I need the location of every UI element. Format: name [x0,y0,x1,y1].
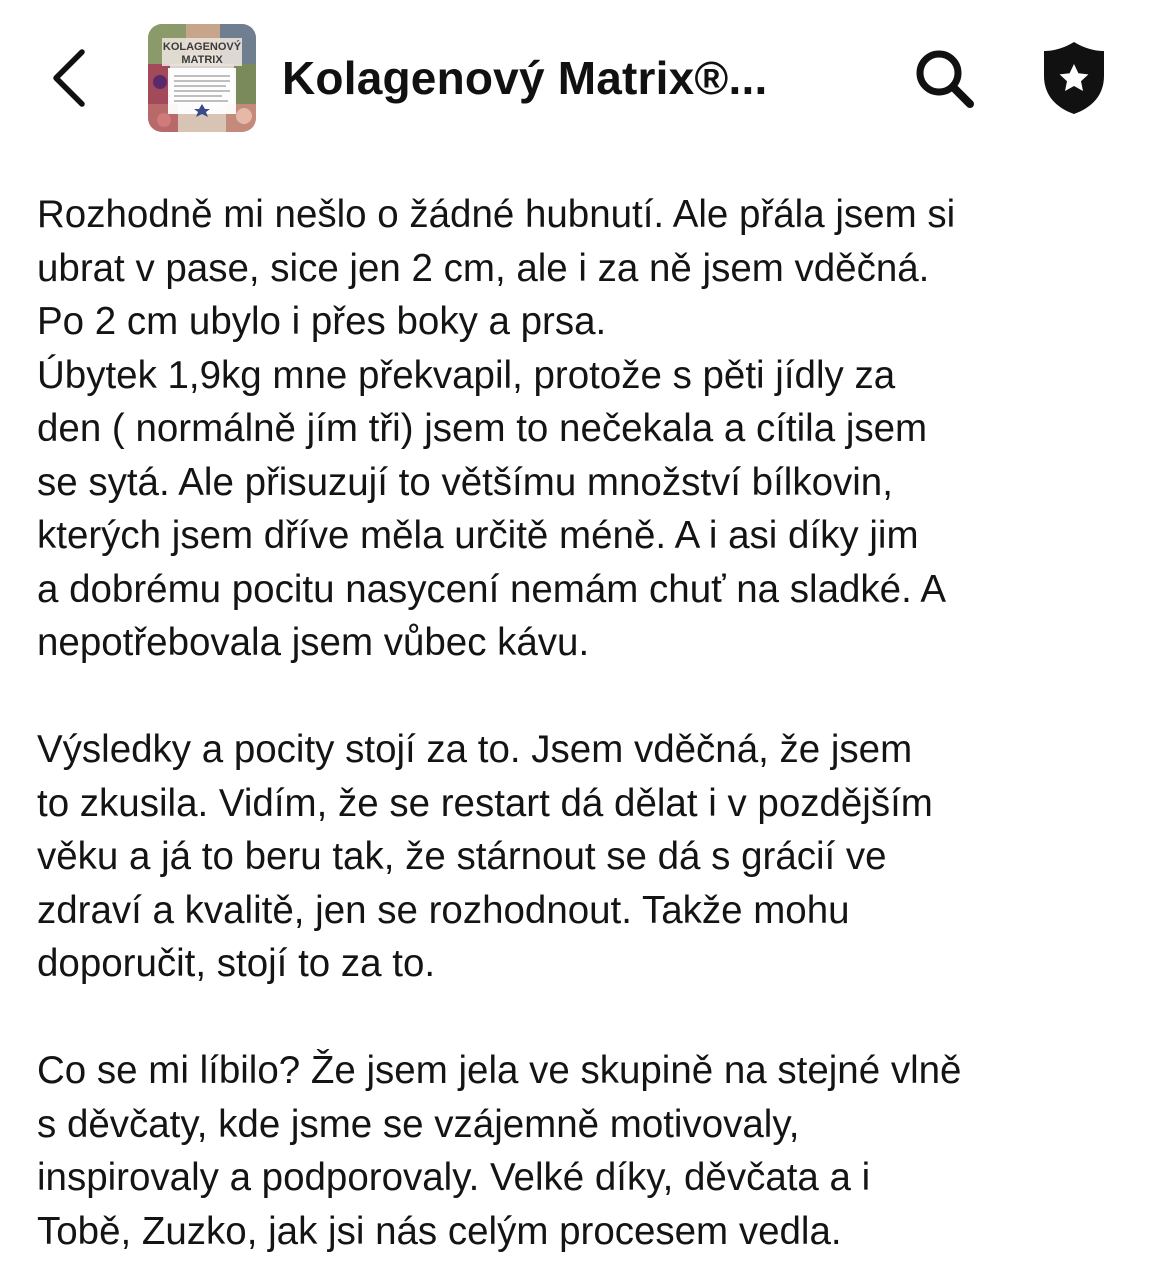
post-paragraph-3: Co se mi líbilo? Že jsem jela ve skupině na stejné vlně s děvčaty, kde jsme se vzájemně motivovaly, inspirovaly a podporovaly. Velké díky, děvčata a i Tobě, Zuzko, jak jsi nás celým procesem vedla. [37,1049,962,1253]
post-paragraph-2: Výsledky a pocity stojí za to. Jsem vděčná, že jsem to zkusila. Vidím, že se restart dá dělat i v pozdějším věku a já to beru tak, že stárnout se dá s grácií ve zdraví a kvalitě, jen se rozhodnout. Takže mohu doporučit, stojí to za to. [37,728,933,985]
chevron-left-icon [40,40,100,116]
shield-star-icon [1036,36,1112,120]
search-icon [908,42,982,116]
group-avatar-image [148,24,256,132]
avatar-text-line1: KOLAGENOVÝ [162,41,242,53]
avatar-text-line2: MATRIX [181,54,223,66]
post-paragraph-1: Rozhodně mi nešlo o žádné hubnutí. Ale přála jsem si ubrat v pase, sice jen 2 cm, ale i za ně jsem vděčná. Po 2 cm ubylo i přes boky a prsa. Úbytek 1,9kg mne překvapil, protože s pěti jídly za den ( normálně jím tři) jsem to nečekala a cítila jsem se sytá. Ale přisuzují to většímu množství bílkovin, kterých jsem dříve měla určitě méně. A i asi díky jim a dobrému pocitu nasycení nemám chuť na sladké. A nepotřebovala jsem vůbec kávu. [37,193,956,664]
admin-tools-button[interactable] [1036,36,1112,120]
top-navigation-bar [0,0,1158,150]
post-body [37,188,1137,1258]
search-button[interactable] [908,42,982,116]
group-avatar[interactable] [148,24,256,132]
group-title[interactable]: Kolagenový Matrix®... [282,52,768,104]
back-button[interactable] [40,40,100,116]
